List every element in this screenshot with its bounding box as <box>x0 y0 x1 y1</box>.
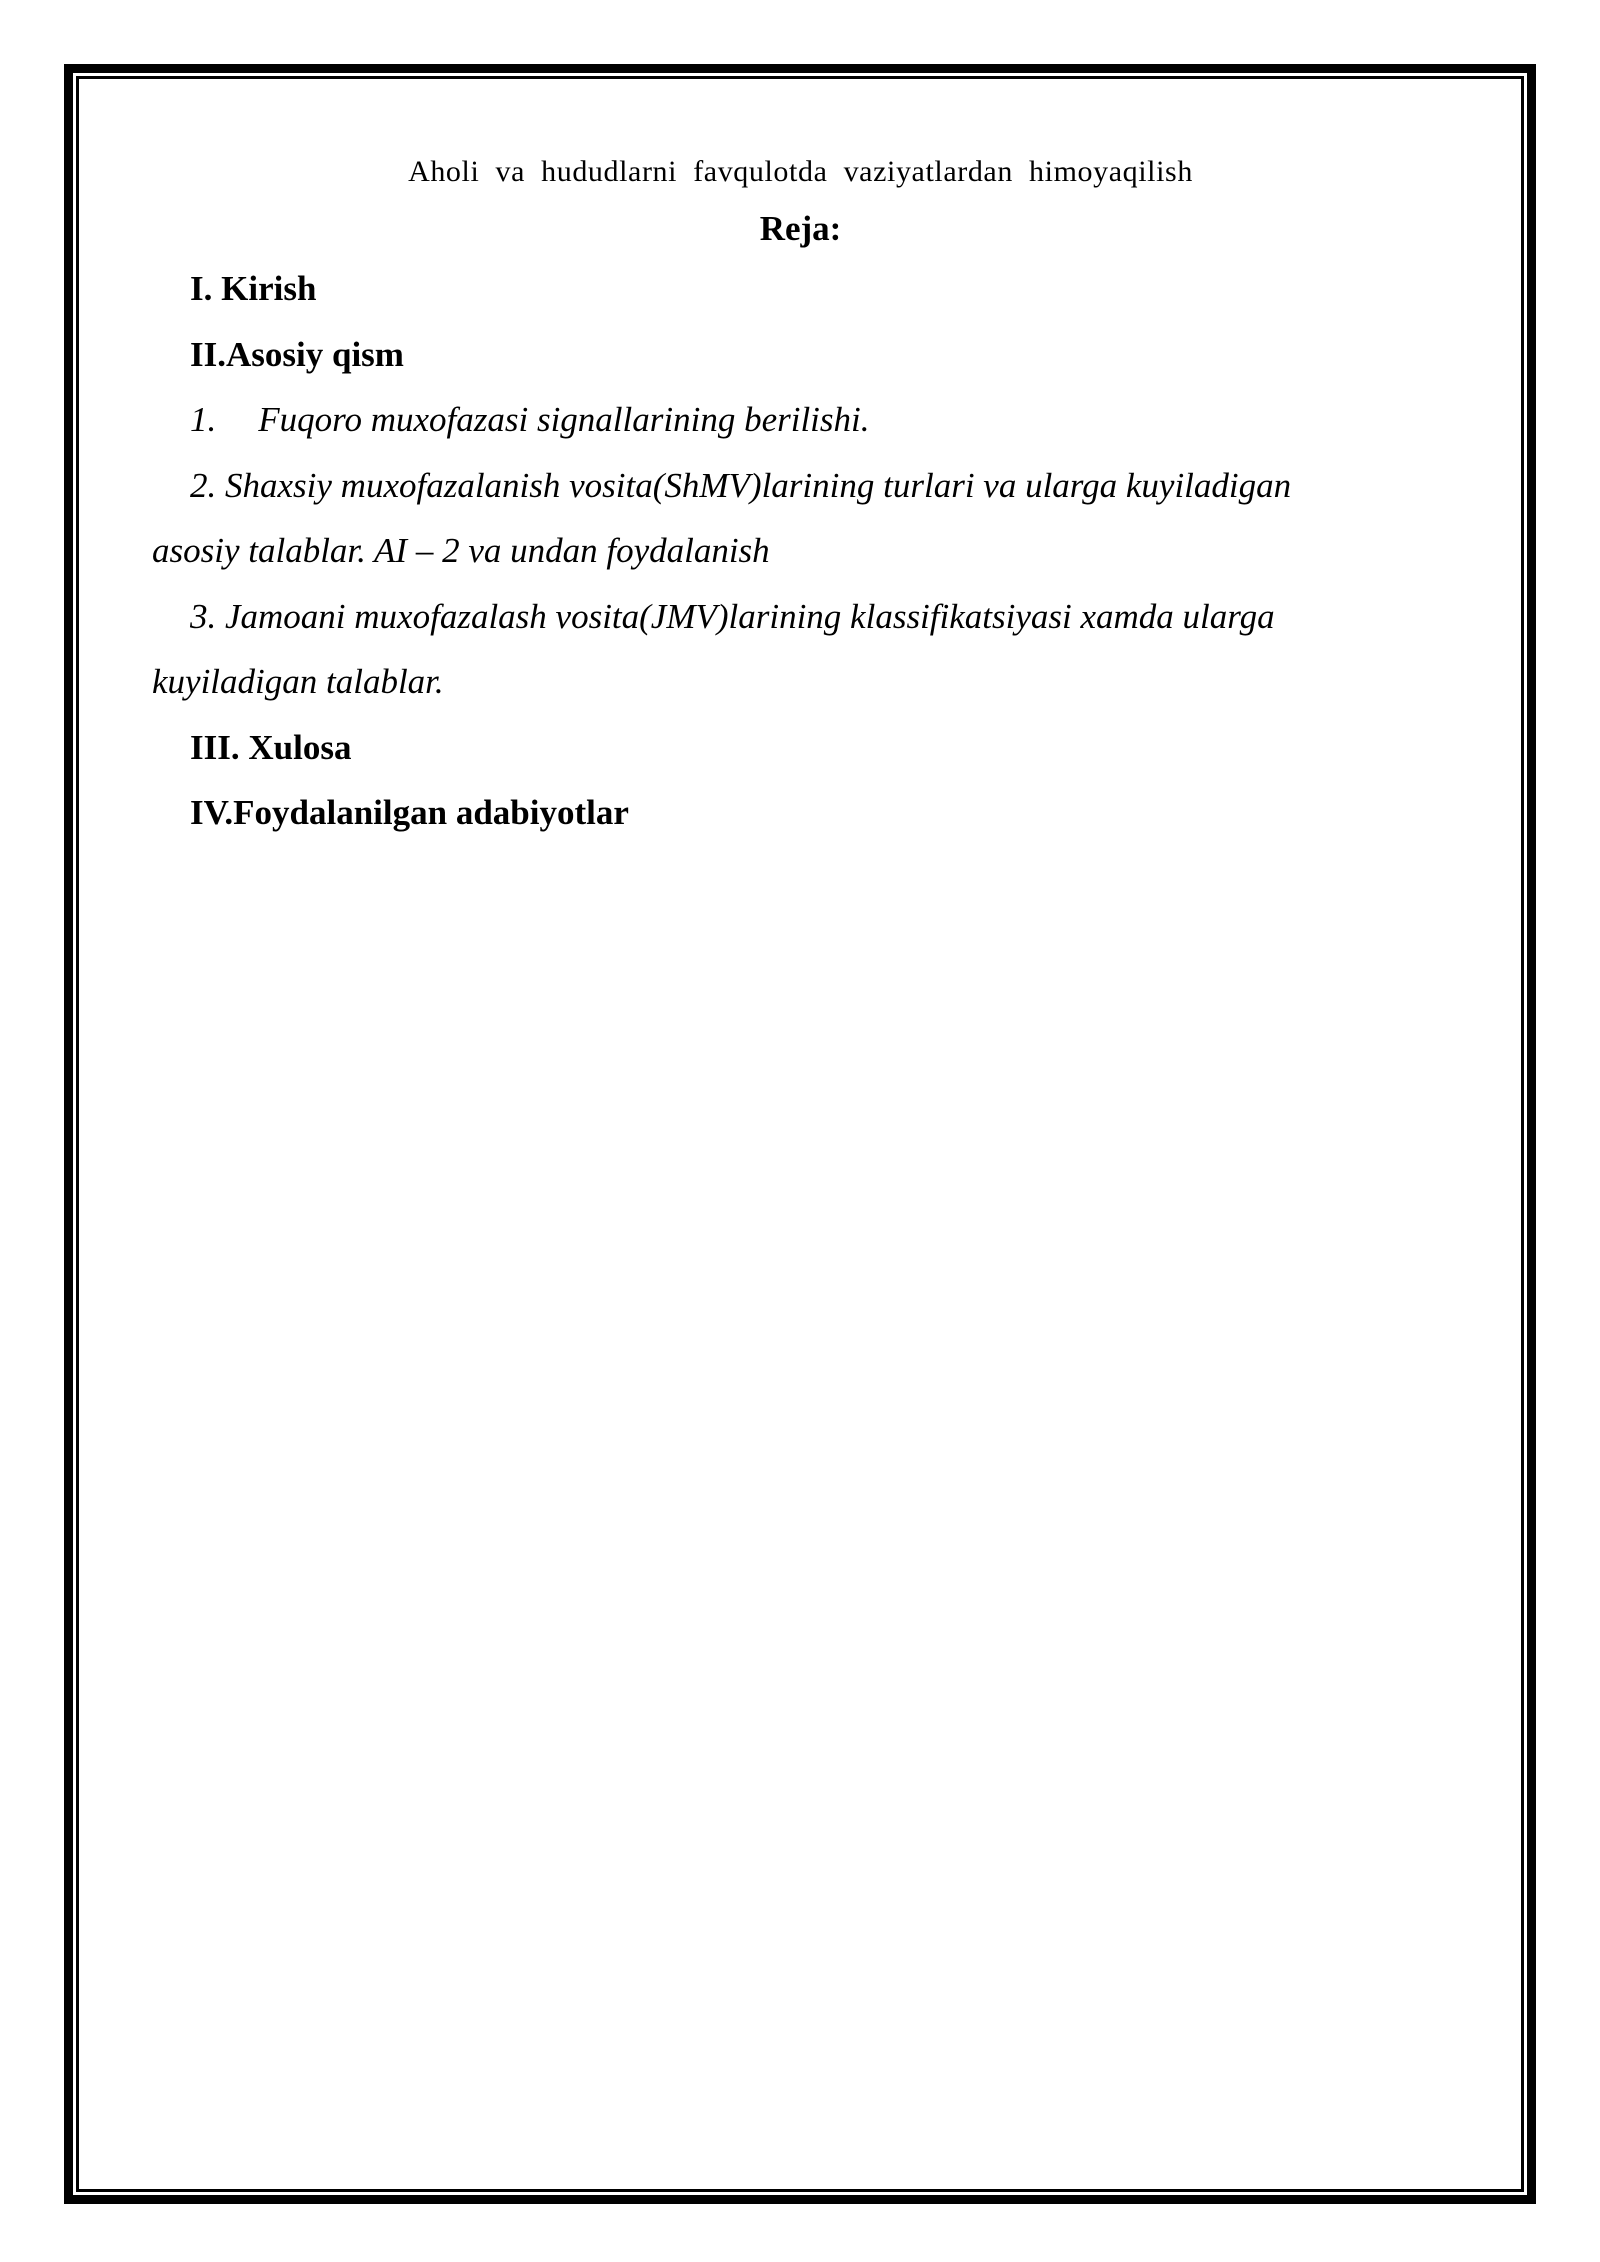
plan-item-3-line-1: 3. Jamoani muxofazalash vosita(JMV)larining klassifikatsiyasi xamda ularga <box>190 596 1275 636</box>
plan-item-2-line-1: 2. Shaxsiy muxofazalanish vosita(ShMV)larining turlari va ularga kuyiladigan <box>190 465 1292 505</box>
section-conclusion: III. Xulosa <box>190 727 352 767</box>
section-references: IV.Foydalanilgan adabiyotlar <box>190 793 629 832</box>
plan-item-1 <box>152 387 1417 453</box>
plan-item-1-number: 1. <box>190 400 217 439</box>
section-main: II.Asosiy qism <box>190 334 404 374</box>
section-intro: I. Kirish <box>190 269 317 308</box>
document-title: Aholi va hududlarni favqulotda vaziyatlardan himoyaqilish <box>408 155 1193 188</box>
plan-item-2-line-2: asosiy talablar. AI – 2 va undan foydalanish <box>152 531 770 570</box>
plan-item-1-text: Fuqoro muxofazasi signallarining berilishi. <box>258 400 870 439</box>
document-body <box>152 142 1417 846</box>
plan-item-3-line-2: kuyiladigan talablar. <box>152 662 444 701</box>
plan-heading: Reja: <box>759 209 842 248</box>
